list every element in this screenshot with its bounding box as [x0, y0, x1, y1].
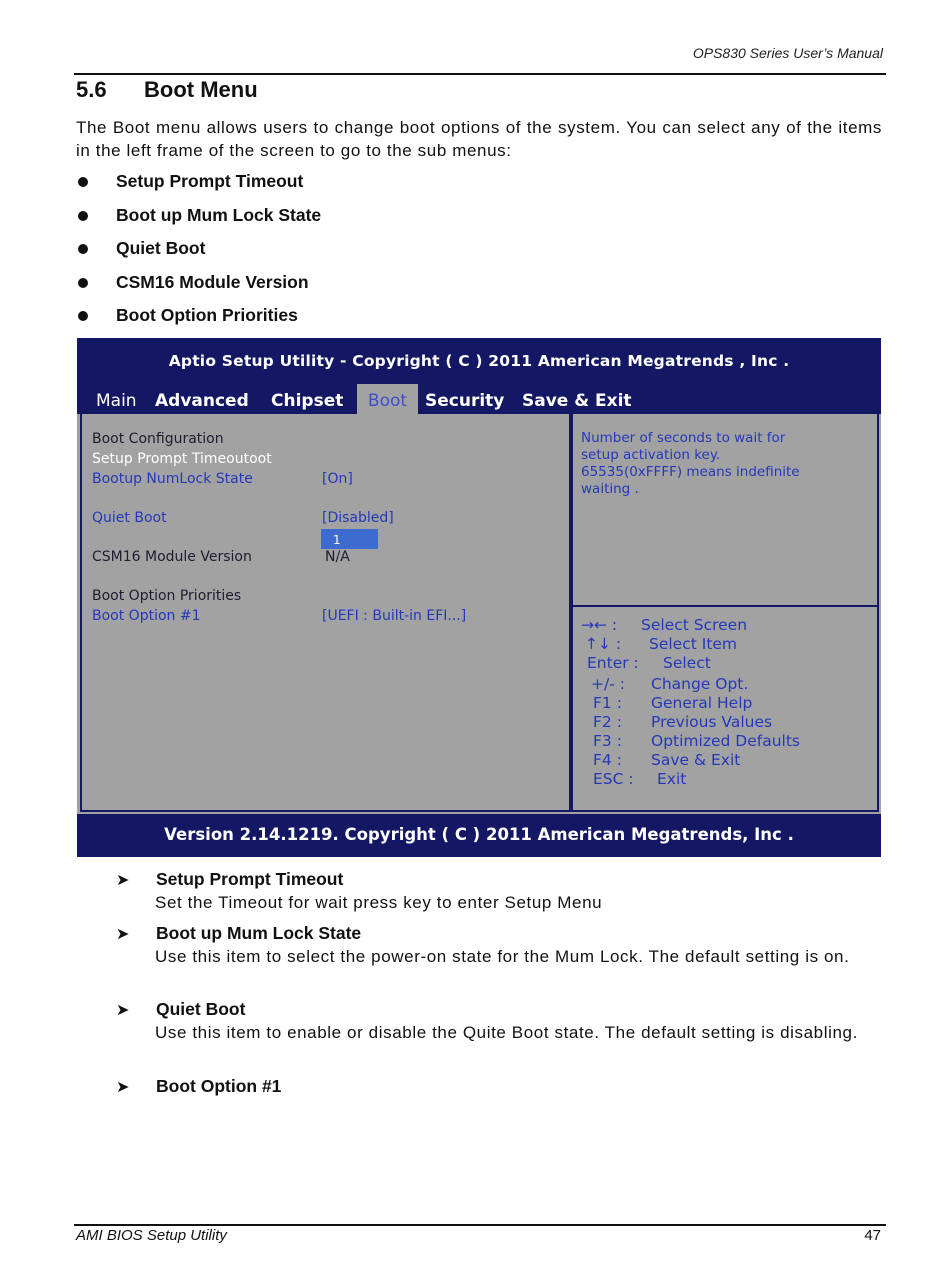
arrow-bullet-icon: ➤ [116, 1002, 130, 1019]
bullet-dot-icon [78, 211, 88, 221]
quiet-boot-value[interactable]: [Disabled] [322, 510, 394, 526]
arrow-bullet-icon: ➤ [116, 926, 130, 943]
tab-chipset[interactable]: Chipset [271, 391, 344, 411]
description-text: Use this item to enable or disable the Quite Boot state. The default setting is disabling. [155, 1023, 858, 1042]
intro-paragraph: The Boot menu allows users to change boot options of the system. You can select any of the items in the left frame of the screen to go to the sub menus: [76, 118, 882, 160]
key-description: Select [663, 654, 711, 672]
footer-rule [74, 1224, 886, 1226]
bullet-text: Quiet Boot [116, 238, 206, 259]
bios-help-panel [571, 414, 879, 812]
bios-screenshot [77, 338, 881, 857]
quiet-boot-item[interactable]: Quiet Boot [92, 510, 167, 526]
tab-security[interactable]: Security [425, 391, 505, 411]
help-text: Number of seconds to wait for setup activation key. 65535(0xFFFF) means indefinite waiting . [581, 430, 800, 497]
bios-tab-bar [77, 384, 881, 414]
section-heading [76, 77, 258, 103]
key-description: General Help [651, 694, 753, 712]
csm16-module-version-value: N/A [325, 549, 350, 565]
bios-title: Aptio Setup Utility - Copyright ( C ) 2011 American Megatrends , Inc . [168, 352, 790, 370]
key-label: F3 : [593, 732, 622, 750]
key-description: Save & Exit [651, 751, 741, 769]
description-text: Use this item to select the power-on state for the Mum Lock. The default setting is on. [155, 947, 850, 966]
bootup-numlock-value[interactable]: [On] [322, 471, 353, 487]
boot-option-priorities-heading: Boot Option Priorities [92, 588, 242, 604]
key-description: Exit [657, 770, 687, 788]
section-title: Boot Menu [144, 77, 258, 102]
bios-version-bar: Version 2.14.1219. Copyright ( C ) 2011 American Megatrends, Inc . [77, 814, 881, 857]
key-label: Enter : [587, 654, 639, 672]
bootup-numlock-item[interactable]: Bootup NumLock State [92, 471, 253, 487]
key-label: +/- : [591, 675, 625, 693]
setup-prompt-timeout-value[interactable]: 1 [321, 529, 378, 549]
description-title: Boot Option #1 [156, 1076, 282, 1096]
bullet-text: Boot Option Priorities [116, 305, 298, 326]
footer-chapter-title: AMI BIOS Setup Utility [76, 1227, 227, 1244]
csm16-module-version-label: CSM16 Module Version [92, 549, 252, 565]
boot-option-1-value[interactable]: [UEFI : Built-in EFI...] [322, 608, 467, 624]
arrow-bullet-icon: ➤ [116, 872, 130, 889]
bios-settings-panel [80, 414, 571, 812]
description-title: Setup Prompt Timeout [156, 869, 344, 889]
tab-main[interactable]: Main [96, 391, 137, 411]
key-description: Previous Values [651, 713, 773, 731]
tab-advanced[interactable]: Advanced [155, 391, 249, 411]
setup-prompt-timeout-item[interactable]: Setup Prompt Timeoutoot [92, 451, 272, 467]
description-title: Quiet Boot [156, 999, 246, 1019]
help-divider [573, 605, 877, 607]
boot-configuration-heading: Boot Configuration [92, 431, 224, 447]
bullet-dot-icon [78, 177, 88, 187]
tab-save-exit[interactable]: Save & Exit [522, 391, 632, 411]
bullet-dot-icon [78, 244, 88, 254]
description-title: Boot up Mum Lock State [156, 923, 362, 943]
key-label: F2 : [593, 713, 622, 731]
bullet-dot-icon [78, 278, 88, 288]
bios-title-bar [77, 338, 881, 414]
bullet-dot-icon [78, 311, 88, 321]
tab-boot[interactable]: Boot [357, 384, 418, 414]
bullet-text: Boot up Mum Lock State [116, 204, 322, 225]
manual-title: OPS830 Series User’s Manual [692, 45, 883, 61]
key-description: Select Item [649, 635, 738, 653]
key-label: F4 : [593, 751, 622, 769]
key-label: ESC : [593, 770, 634, 788]
bullet-text: CSM16 Module Version [116, 271, 309, 292]
bullet-text: Setup Prompt Timeout [116, 171, 304, 191]
page-number: 47 [864, 1227, 881, 1244]
section-number: 5.6 [76, 77, 107, 102]
key-label: ↑↓ : [585, 635, 622, 653]
boot-option-1-item[interactable]: Boot Option #1 [92, 608, 201, 624]
header-rule [74, 73, 886, 75]
key-description: Select Screen [641, 616, 748, 634]
description-text: Set the Timeout for wait press key to enter Setup Menu [155, 893, 603, 912]
key-label: F1 : [593, 694, 622, 712]
arrow-bullet-icon: ➤ [116, 1079, 130, 1096]
key-description: Optimized Defaults [651, 732, 800, 750]
key-description: Change Opt. [651, 675, 749, 693]
key-label: →← : [581, 616, 618, 634]
